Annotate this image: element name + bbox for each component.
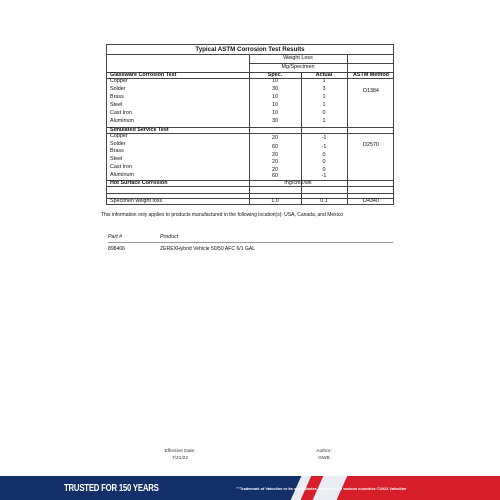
part-number: 898406 [108, 246, 125, 252]
brand-tagline: TRUSTED FOR 150 YEARS [64, 483, 159, 494]
specimen-weight-loss-label: Specimen weight loss [110, 198, 163, 204]
actual-value: -1 [321, 173, 327, 179]
actual-value: 0 [322, 159, 326, 165]
spec-value: 1.0 [271, 198, 279, 204]
actual-value: -1 [321, 135, 327, 141]
product-table-rule [108, 242, 393, 243]
astm-method-simulated: D2570 [363, 142, 379, 148]
astm-method-hot-surface: D4340 [363, 198, 379, 204]
author-block [284, 449, 364, 463]
metal-name: Steel [110, 102, 123, 108]
table-title: Typical ASTM Corrosion Test Results [195, 46, 305, 53]
effective-date-value: 7/21/22 [171, 455, 188, 461]
column-header-method: ASTM Method [353, 72, 389, 78]
actual-value: 0.1 [320, 198, 328, 204]
rule [107, 193, 393, 194]
unit-label: Weight Loss [283, 55, 313, 61]
unit-label: Mg/Specimen [281, 64, 315, 70]
metal-name: Copper [110, 78, 128, 84]
spec-value: 10 [272, 110, 278, 116]
actual-value: 0 [322, 152, 326, 158]
effective-date-label: Effective Date: [164, 449, 196, 454]
spec-value: 20 [272, 167, 278, 173]
product-name: ZEREXHybrid Vehicle 50/50 AFC 6/1 GAL [160, 246, 256, 252]
column-header-part-number: Part # [108, 234, 123, 240]
spec-value: 30 [272, 118, 278, 124]
metal-name: Solder [110, 86, 126, 92]
corrosion-results-table [106, 44, 394, 205]
metal-name: Cast Iron [110, 164, 132, 170]
spec-value: 60 [272, 173, 278, 179]
metal-name: Brass [110, 148, 124, 154]
hot-surface-unit: mg/cm2/wk [284, 180, 312, 186]
metal-name: Solder [110, 141, 126, 147]
rule [249, 63, 393, 64]
author-label: Author: [316, 449, 332, 454]
actual-value: 1 [322, 78, 326, 84]
metal-name: Aluminum [110, 172, 134, 178]
metal-name: Copper [110, 133, 128, 139]
column-header-actual: Actual [315, 72, 333, 78]
effective-date-block [140, 449, 220, 463]
trademark-notice: ™Trademark of Valvoline or its subsidiaries, registered in various countries ©2022 Valvoline [236, 486, 407, 491]
column-header-spec: Spec. [267, 72, 283, 78]
rule [107, 54, 393, 55]
spec-value: 20 [272, 159, 278, 165]
author-value: GWB [318, 455, 330, 461]
actual-value: 0 [322, 110, 326, 116]
spec-value: 10 [272, 78, 278, 84]
section-title-glassware: Glassware Corrosion Test [110, 72, 177, 78]
metal-name: Cast Iron [110, 110, 132, 116]
spec-value: 10 [272, 94, 278, 100]
section-title-hot-surface: Hot Surface Corrosion [110, 180, 168, 186]
column-header-product: Product [160, 234, 179, 240]
spec-value: 30 [272, 86, 278, 92]
actual-value: 1 [322, 102, 326, 108]
metal-name: Steel [110, 156, 123, 162]
actual-value: 1 [322, 118, 326, 124]
footer-banner [0, 476, 500, 500]
spec-value: 20 [272, 152, 278, 158]
astm-method-glassware: D1384 [363, 88, 379, 94]
location-note: This information only applies to products manufactured in the following location(s): USA, Canada, and Mexico [101, 212, 344, 218]
metal-name: Brass [110, 94, 124, 100]
actual-value: 1 [322, 94, 326, 100]
section-title-simulated: Simulated Service Test [110, 127, 169, 133]
actual-value: 0 [322, 167, 326, 173]
actual-value: 3 [322, 86, 326, 92]
spec-value: 10 [272, 102, 278, 108]
spec-value: 60 [272, 144, 278, 150]
actual-value: -1 [321, 144, 327, 150]
spec-value: 20 [272, 135, 278, 141]
metal-name: Aluminum [110, 118, 134, 124]
